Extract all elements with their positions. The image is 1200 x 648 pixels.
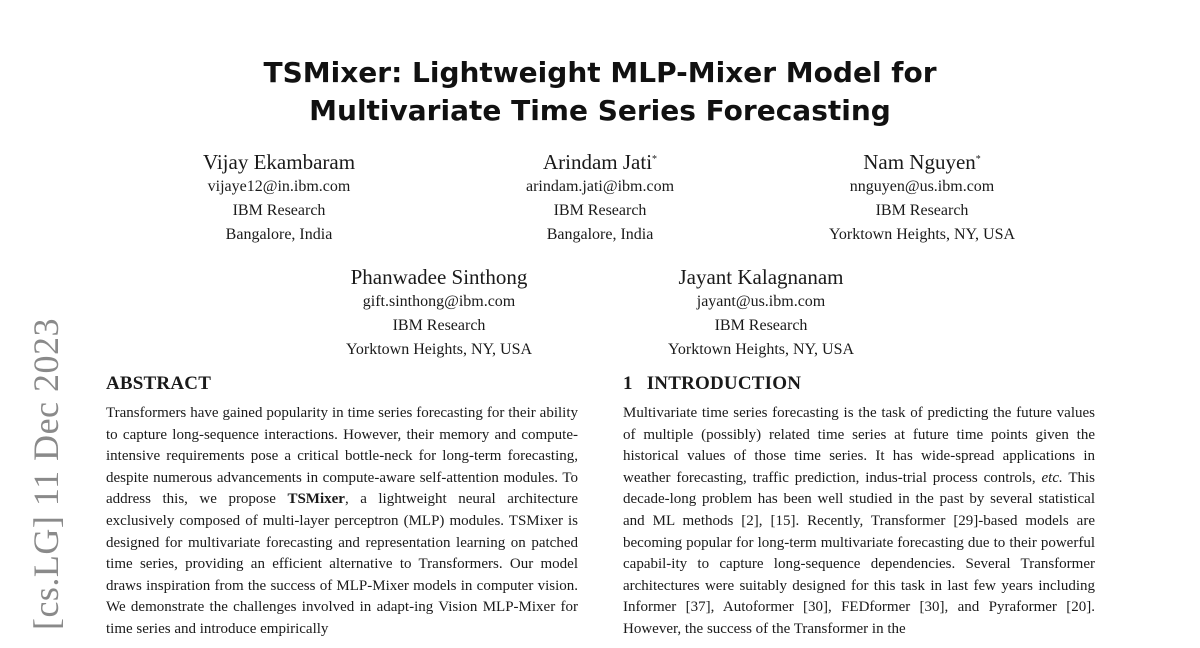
author-email[interactable]: nnguyen@us.ibm.com <box>849 178 995 195</box>
introduction-body: Multivariate time series forecasting is the task of predicting the future values of multiple (possibly) related time series at future time points given the historical values of those time series. It has wide-spread applications in weather forecasting, traffic prediction, indus-trial process controls, etc. This decade-long problem has been well studied in the past by several statistical and ML methods [2], [15]. Recently, Transformer [29]-based models are becoming popular for long-term multivariate forecasting due to their powerful capabil-ity to capture long-sequence dependencies. Several Transformer architectures were suitably designed for this task in last few years including Informer [37], Autoformer [30], FEDformer [30], and Pyraformer [20]. However, the success of the Transformer in the <box>623 405 1095 637</box>
author-block <box>829 149 1015 247</box>
author-location: Yorktown Heights, NY, USA <box>828 226 1016 243</box>
introduction-heading: 1 INTRODUCTION <box>623 373 802 394</box>
author-name: Vijay Ekambaram <box>202 150 356 174</box>
author-org: IBM Research <box>232 202 326 219</box>
paper-title <box>0 54 1200 130</box>
author-block <box>668 264 854 362</box>
author-block <box>203 149 355 247</box>
author-block <box>526 149 674 247</box>
abstract-heading: ABSTRACT <box>106 373 212 394</box>
author-email[interactable]: vijaye12@in.ibm.com <box>207 178 351 195</box>
author-email[interactable]: gift.sinthong@ibm.com <box>362 293 516 310</box>
author-name: Nam Nguyen* <box>863 150 981 174</box>
author-email[interactable]: arindam.jati@ibm.com <box>525 178 675 195</box>
title-line-2: Multivariate Time Series Forecasting <box>309 94 891 127</box>
author-location: Yorktown Heights, NY, USA <box>345 341 533 358</box>
author-org: IBM Research <box>714 317 808 334</box>
author-location: Bangalore, India <box>546 226 654 243</box>
abstract-body: Transformers have gained popularity in time series forecasting for their ability to capture long-sequence interactions. However, their memory and compute-intensive requirements pose a critical bottle-neck for long-term forecasting, despite numerous advancements in compute-aware self-attention modules. To address this, we propose TSMixer, a lightweight neural architecture exclusively composed of multi-layer perceptron (MLP) modules. TSMixer is designed for multivariate forecasting and representation learning on patched time series, providing an efficient alternative to Transformers. Our model draws inspiration from the success of MLP-Mixer models in computer vision. We demonstrate the challenges involved in adapt-ing Vision MLP-Mixer for time series and introduce empirically <box>106 405 579 637</box>
author-org: IBM Research <box>392 317 486 334</box>
author-location: Bangalore, India <box>225 226 333 243</box>
arxiv-stamp: [cs.LG] 11 Dec 2023 <box>26 317 66 631</box>
author-email[interactable]: jayant@us.ibm.com <box>696 293 826 310</box>
author-org: IBM Research <box>553 202 647 219</box>
author-block <box>346 264 532 362</box>
author-location: Yorktown Heights, NY, USA <box>667 341 855 358</box>
author-name: Arindam Jati* <box>542 150 658 174</box>
author-name: Jayant Kalagnanam <box>678 265 844 289</box>
author-org: IBM Research <box>875 202 969 219</box>
title-line-1: TSMixer: Lightweight MLP-Mixer Model for <box>263 56 937 89</box>
author-name: Phanwadee Sinthong <box>350 265 528 289</box>
